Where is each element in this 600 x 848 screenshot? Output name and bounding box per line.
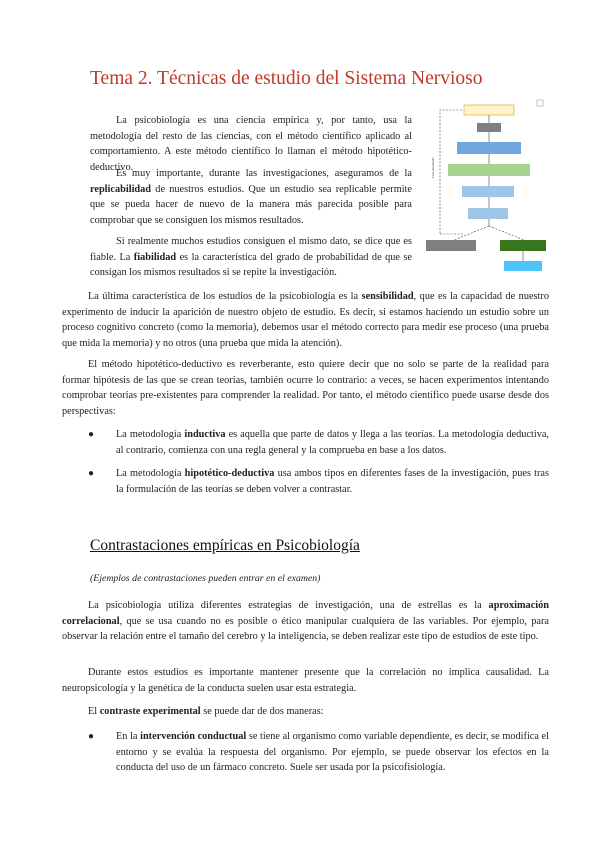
section2-paragraph-1: La psicobiología utiliza diferentes estrategias de investigación, una de estrellas es la aproximación correlacional, que se usa cuando no es posible o ético manipular cualquiera de las variables. Por ejemplo, para observar la relación entre el tamaño del cerebro y la inteligencia, se deben realizar este tipo de estudios de este tipo. xyxy=(62,600,549,643)
list-item: ● La metodología inductiva es aquella que parte de datos y llega a las teorías. La metodología deductiva, al contrario, comienza con una regla general y la comprueba en base a los datos. xyxy=(88,429,550,456)
page-title: Tema 2. Técnicas de estudio del Sistema Nervioso xyxy=(90,68,483,89)
deduction-box xyxy=(457,142,521,154)
section2-paragraph-3: El contraste experimental se puede dar de dos maneras: xyxy=(88,706,324,717)
list-item: ● La metodología hipotético-deductiva usa ambos tipos en diferentes fases de la investigación, pues tras la formulación de las teorías se deben volver a contrastar. xyxy=(88,468,550,495)
rejected-box xyxy=(426,240,476,251)
accepted-box xyxy=(500,240,546,251)
intro-paragraph-2: Es muy importante, durante las investigaciones, aseguramos de la replicabilidad de nuestros estudios. Que un estudio sea replicable permite que se pueda hacer de nuevo de la manera más parecida posible para comprobar que se consiguen los mismos resultados. xyxy=(90,168,412,226)
exam-note: (Ejemplos de contrastaciones pueden entrar en el examen) xyxy=(90,573,321,584)
method-flow-diagram xyxy=(424,98,552,276)
intro-paragraph-1: La psicobiología es una ciencia empírica y, por tanto, usa la metodología del resto de las ciencias, con el método científico aplicado al comportamiento. A este método científico lo llaman el método hipotético-deductivo. xyxy=(90,115,412,173)
bullet-icon: ● xyxy=(88,468,95,479)
section2-paragraph-2: Durante estos estudios es importante mantener presente que la correlación no implica causalidad. La neuropsicología y la genética de la conducta suelen usar esta estrategia. xyxy=(62,667,549,694)
section-heading: Contrastaciones empíricas en Psicobiología xyxy=(90,537,360,554)
bullet-icon: ● xyxy=(88,731,95,742)
experiment-box xyxy=(448,164,530,176)
diagram-icon xyxy=(537,100,543,106)
intro-paragraph-4: La última característica de los estudios de la psicobiología es la sensibilidad, que es la capacidad de nuestro experimento de inducir la aparición de nuestro objeto de estudio. Es decir, si estamos haciendo un estudio sobre un proceso cognitivo concreto (como la memoria), debemos usar el método correcto para medir ese proceso (una prueba que mida la memoria) y no otros (una prueba que mida la atención). xyxy=(62,291,549,349)
hypothesis-box xyxy=(477,123,501,132)
bullet-icon: ● xyxy=(88,429,95,440)
loop-label: Ciclo del método xyxy=(431,157,435,178)
theory-box xyxy=(504,261,542,271)
list-item: ● En la intervención conductual se tiene al organismo como variable dependiente, es decir, se modifica el entorno y se evalúa la respuesta del organismo. Por ejemplo, se puede observar los efectos en la conducta del uso de un fármaco concreto. Suele ser usada por la psicofisiología. xyxy=(88,731,549,774)
analysis-box xyxy=(462,186,514,197)
intro-paragraph-3: Si realmente muchos estudios consiguen el mismo dato, se dice que es fiable. La fiabilidad es la característica del grado de probabilidad de que se consigan los mismos resultados si se repite la investigación. xyxy=(90,236,412,279)
results-box xyxy=(468,208,508,219)
observation-box xyxy=(464,105,514,115)
intro-paragraph-5: El método hipotético-deductivo es reverberante, esto quiere decir que no solo se parte de la realidad para formar hipótesis de las que se crean teorías, también ocurre lo contrario: a veces, se hacen experimentos intentando comprobar teorías pre-existentes para comprender la realidad. Por tanto, el método científico puede usarse desde dos perspectivas: xyxy=(62,359,549,417)
